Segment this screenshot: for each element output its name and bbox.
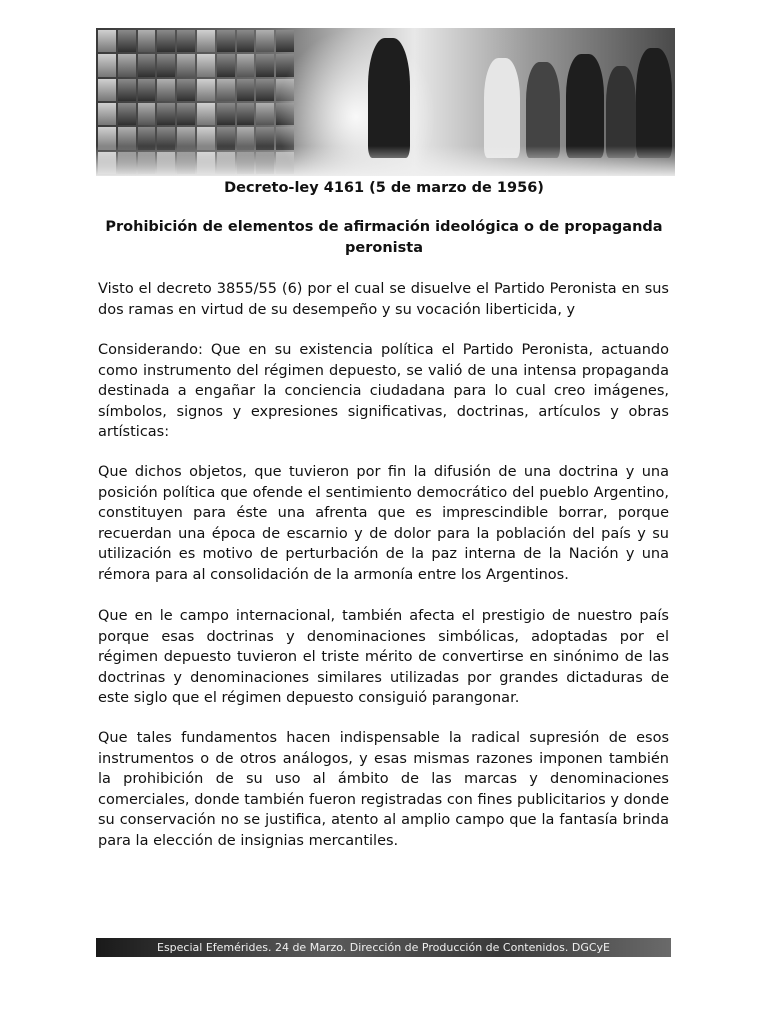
paragraph-objetos: Que dichos objetos, que tuvieron por fin la difusión de una doctrina y una posición política que ofende el sentimiento democrático del pueblo Argentino, constituyen para éste una afrenta que es imprescindible borrar, porque recuerdan una época de escarnio y de dolor para la población del país y su utilización es motivo de perturbación de la paz interna de la Nación y una rémora para al consolidación de la armonía entre los Argentinos. [98,464,669,583]
ground-fade [96,146,675,176]
document-subtitle: Prohibición de elementos de afirmación ideológica o de propaganda peronista [105,219,663,256]
walking-figure [606,66,636,158]
paragraph-considerando: Considerando: Que en su existencia política el Partido Peronista, actuando como instrumento del régimen depuesto, se valió de una intensa propaganda destinada a engañar la conciencia ciudadana para lo cual creo imágenes, símbolos, signos y expresiones significativas, doctrinas, artículos y obras artísticas: [98,342,669,441]
footer-banner: Especial Efemérides. 24 de Marzo. Dirección de Producción de Contenidos. DGCyE [96,938,671,957]
walking-figure [526,62,560,158]
paragraph-campo-internacional: Que en le campo internacional, también afecta el prestigio de nuestro país porque esas doctrinas y denominaciones simbólicas, adoptadas por el régimen depuesto tuvieron el triste mérito de convertirse en sinónimo de las doctrinas y denominaciones similares utilizadas por grandes dictaduras de este siglo que el régimen depuesto consiguió parangonar. [98,608,669,707]
walking-figure [636,48,672,158]
document-title: Decreto-ley 4161 (5 de marzo de 1956) [224,180,544,196]
paragraph-fundamentos: Que tales fundamentos hacen indispensable la radical supresión de esos instrumentos o de otros análogos, y esas mismas razones imponen también la prohibición de su uso al ámbito de las marcas y denominaciones comerciales, donde también fueron registradas con fines publicitarios y donde su conservación no se justifica, atento al amplio campo que la fantasía brinda para la elección de insignias mercantiles. [98,730,669,849]
header-banner-image [96,28,675,176]
soldier-figure [368,38,410,158]
walking-figure [484,58,520,158]
paragraph-visto: Visto el decreto 3855/55 (6) por el cual se disuelve el Partido Peronista en sus dos ramas en virtud de su desempeño y su vocación liberticida, y [98,281,669,318]
walking-figure [566,54,604,158]
